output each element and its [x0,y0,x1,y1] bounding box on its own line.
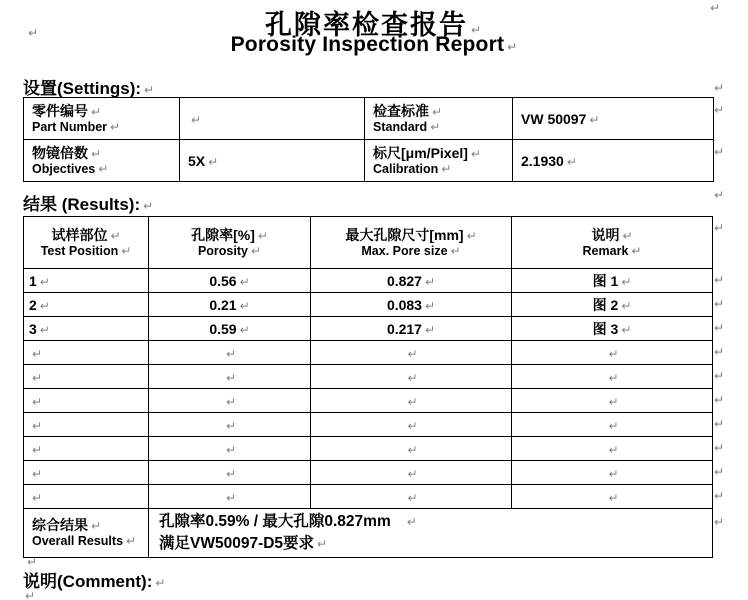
test-position-cell[interactable] [24,437,149,461]
test-position-cell[interactable]: 2 ↵ [24,293,149,317]
porosity-cell[interactable]: 0.56 ↵ [149,269,311,293]
porosity-cell[interactable] [149,341,311,365]
paragraph-mark: ↵ [39,298,50,313]
empty-result-row [24,461,713,485]
row-end-mark: ↵ [714,441,725,455]
paragraph-mark: ↵ [32,370,43,385]
pore-size-cell[interactable] [311,389,512,413]
result-row-2 [24,293,713,317]
paragraph-mark: ↵ [144,83,155,97]
remark-cell[interactable] [512,365,713,389]
porosity-cell[interactable] [149,365,311,389]
test-position-cell[interactable] [24,413,149,437]
paragraph-mark: ↵ [407,418,418,433]
test-position-cell[interactable] [24,389,149,413]
objectives-label: 物镜倍数 ↵ Objectives ↵ [24,140,180,182]
paragraph-mark: ↵ [470,146,481,161]
paragraph-mark: ↵ [608,370,619,385]
paragraph-mark: ↵ [91,519,102,533]
overall-results-value[interactable] [149,509,713,558]
paragraph-mark: ↵ [608,394,619,409]
paragraph-mark: ↵ [28,26,39,40]
remark-cell[interactable] [512,341,713,365]
paragraph-mark: ↵ [407,394,418,409]
paragraph-mark: ↵ [424,322,436,337]
results-table [23,216,713,558]
paragraph-mark: ↵ [32,394,43,409]
paragraph-mark: ↵ [32,346,43,361]
pore-size-cell[interactable]: 0.827 ↵ [311,269,512,293]
empty-result-row [24,485,713,509]
paragraph-mark: ↵ [32,418,43,433]
col-header-remark: 说明 ↵ Remark ↵ [512,217,713,269]
row-end-mark: ↵ [714,273,725,287]
paragraph-mark: ↵ [466,228,477,243]
paragraph-mark: ↵ [98,161,109,176]
porosity-cell[interactable] [149,437,311,461]
paragraph-mark: ↵ [432,104,443,119]
row-end-mark: ↵ [714,369,725,383]
paragraph-mark: ↵ [239,322,250,337]
empty-result-row [24,341,713,365]
paragraph-mark: ↵ [250,243,262,258]
paragraph-mark: ↵ [621,274,632,289]
paragraph-mark: ↵ [406,515,417,529]
result-row-3 [24,317,713,341]
paragraph-mark: ↵ [110,228,121,243]
empty-result-row [24,389,713,413]
paragraph-mark: ↵ [407,466,418,481]
paragraph-mark: ↵ [27,555,38,569]
paragraph-mark: ↵ [621,322,632,337]
pore-size-cell[interactable]: 0.217 ↵ [311,317,512,341]
paragraph-mark: ↵ [621,298,632,313]
paragraph-mark: ↵ [225,466,237,481]
settings-table [23,97,714,182]
paragraph-mark: ↵ [25,589,36,600]
report-title-en [0,33,748,57]
settings-section-heading: 设置(Settings): ↵ [23,79,155,98]
pore-size-cell[interactable] [311,461,512,485]
pore-size-cell[interactable]: 0.083 ↵ [311,293,512,317]
pore-size-cell[interactable] [311,437,512,461]
row-end-mark: ↵ [714,489,725,503]
paragraph-mark: ↵ [317,537,328,551]
test-position-cell[interactable]: 1 ↵ [24,269,149,293]
paragraph-mark: ↵ [110,119,121,134]
paragraph-mark: ↵ [470,23,484,37]
remark-cell[interactable] [512,485,713,509]
result-row-1 [24,269,713,293]
paragraph-mark: ↵ [225,418,237,433]
paragraph-mark: ↵ [155,576,166,590]
paragraph-mark: ↵ [143,199,154,213]
pore-size-cell[interactable] [311,365,512,389]
porosity-cell[interactable] [149,389,311,413]
comment-section-heading: 说明(Comment): ↵ [23,572,166,591]
paragraph-mark: ↵ [121,243,132,258]
paragraph-mark: ↵ [566,154,577,169]
paragraph-mark: ↵ [126,534,137,548]
paragraph-mark: ↵ [608,442,619,457]
row-end-mark: ↵ [714,103,725,117]
row-end-mark: ↵ [714,221,725,235]
porosity-cell[interactable]: 0.21 ↵ [149,293,311,317]
paragraph-mark: ↵ [450,243,461,258]
standard-label: 检查标准 ↵ Standard ↵ [365,98,513,140]
remark-cell[interactable] [512,389,713,413]
test-position-cell[interactable] [24,365,149,389]
remark-cell[interactable]: 图 3 ↵ [512,317,713,341]
paragraph-mark: ↵ [608,466,619,481]
paragraph-mark: ↵ [225,442,237,457]
overall-results-label: 综合结果 ↵ Overall Results ↵ [24,509,149,558]
paragraph-mark: ↵ [257,228,268,243]
settings-row-2 [24,140,714,182]
empty-result-row [24,413,713,437]
row-end-mark: ↵ [714,345,725,359]
paragraph-mark: ↵ [91,104,102,119]
standard-value[interactable]: VW 50097 ↵ [513,98,714,140]
paragraph-mark: ↵ [208,154,219,169]
test-position-cell[interactable] [24,485,149,509]
paragraph-mark: ↵ [32,442,43,457]
pore-size-cell[interactable] [311,485,512,509]
results-section-heading: 结果 (Results): ↵ [23,195,154,214]
paragraph-mark: ↵ [424,274,436,289]
porosity-cell[interactable]: 0.59 ↵ [149,317,311,341]
remark-cell[interactable]: 图 2 ↵ [512,293,713,317]
paragraph-mark: ↵ [407,370,418,385]
paragraph-mark: ↵ [32,466,43,481]
paragraph-mark: ↵ [608,490,619,505]
paragraph-mark: ↵ [441,161,452,176]
row-end-mark: ↵ [714,188,725,202]
report-title-cn-text: 孔隙率检查报告 ↵ [264,10,484,40]
part-number-label: 零件编号 ↵ Part Number ↵ [24,98,180,140]
row-end-mark: ↵ [714,145,725,159]
paragraph-mark: ↵ [710,1,721,15]
porosity-cell[interactable] [149,485,311,509]
paragraph-mark: ↵ [622,228,633,243]
paragraph-mark: ↵ [39,322,50,337]
overall-summary-line: 孔隙率0.59% / 最大孔隙0.827mm ↵ [159,513,417,530]
part-number-value[interactable] [180,98,365,140]
paragraph-mark: ↵ [225,394,237,409]
row-end-mark: ↵ [714,417,725,431]
remark-cell[interactable]: 图 1 ↵ [512,269,713,293]
row-end-mark: ↵ [714,393,725,407]
pore-size-cell[interactable] [311,413,512,437]
remark-cell[interactable] [512,413,713,437]
col-header-max-pore-size: 最大孔隙尺寸[mm] ↵ Max. Pore size ↵ [311,217,512,269]
empty-result-row [24,437,713,461]
paragraph-mark: ↵ [225,370,237,385]
paragraph-mark: ↵ [32,490,43,505]
report-title-en-text: Porosity Inspection Report ↵ [230,33,518,56]
paragraph-mark: ↵ [589,112,600,127]
row-end-mark: ↵ [714,321,725,335]
empty-result-row [24,365,713,389]
paragraph-mark: ↵ [191,112,202,127]
paragraph-mark: ↵ [608,346,619,361]
overall-conclusion-line: 满足VW50097-D5要求 ↵ [159,535,328,552]
paragraph-mark: ↵ [239,274,250,289]
paragraph-mark: ↵ [507,40,518,54]
paragraph-mark: ↵ [407,442,418,457]
col-header-porosity: 孔隙率[%] ↵ Porosity ↵ [149,217,311,269]
row-end-mark: ↵ [714,465,725,479]
porosity-cell[interactable] [149,461,311,485]
calibration-value[interactable]: 2.1930 ↵ [513,140,714,182]
porosity-cell[interactable] [149,413,311,437]
paragraph-mark: ↵ [91,146,102,161]
remark-cell[interactable] [512,437,713,461]
remark-cell[interactable] [512,461,713,485]
test-position-cell[interactable] [24,341,149,365]
paragraph-mark: ↵ [407,346,418,361]
paragraph-mark: ↵ [631,243,642,258]
paragraph-mark: ↵ [225,346,237,361]
row-end-mark: ↵ [714,81,725,95]
calibration-label: 标尺[μm/Pixel] ↵ Calibration ↵ [365,140,513,182]
paragraph-mark: ↵ [225,490,237,505]
test-position-cell[interactable] [24,461,149,485]
paragraph-mark: ↵ [424,298,436,313]
paragraph-mark: ↵ [239,298,250,313]
results-header-row [24,217,713,269]
paragraph-mark: ↵ [430,119,441,134]
row-end-mark: ↵ [714,515,725,529]
row-end-mark: ↵ [714,297,725,311]
paragraph-mark: ↵ [407,490,418,505]
pore-size-cell[interactable] [311,341,512,365]
overall-results-row [24,509,713,558]
test-position-cell[interactable]: 3 ↵ [24,317,149,341]
objectives-value[interactable]: 5X ↵ [180,140,365,182]
settings-row-1 [24,98,714,140]
paragraph-mark: ↵ [39,274,50,289]
col-header-test-position: 试样部位 ↵ Test Position ↵ [24,217,149,269]
paragraph-mark: ↵ [608,418,619,433]
